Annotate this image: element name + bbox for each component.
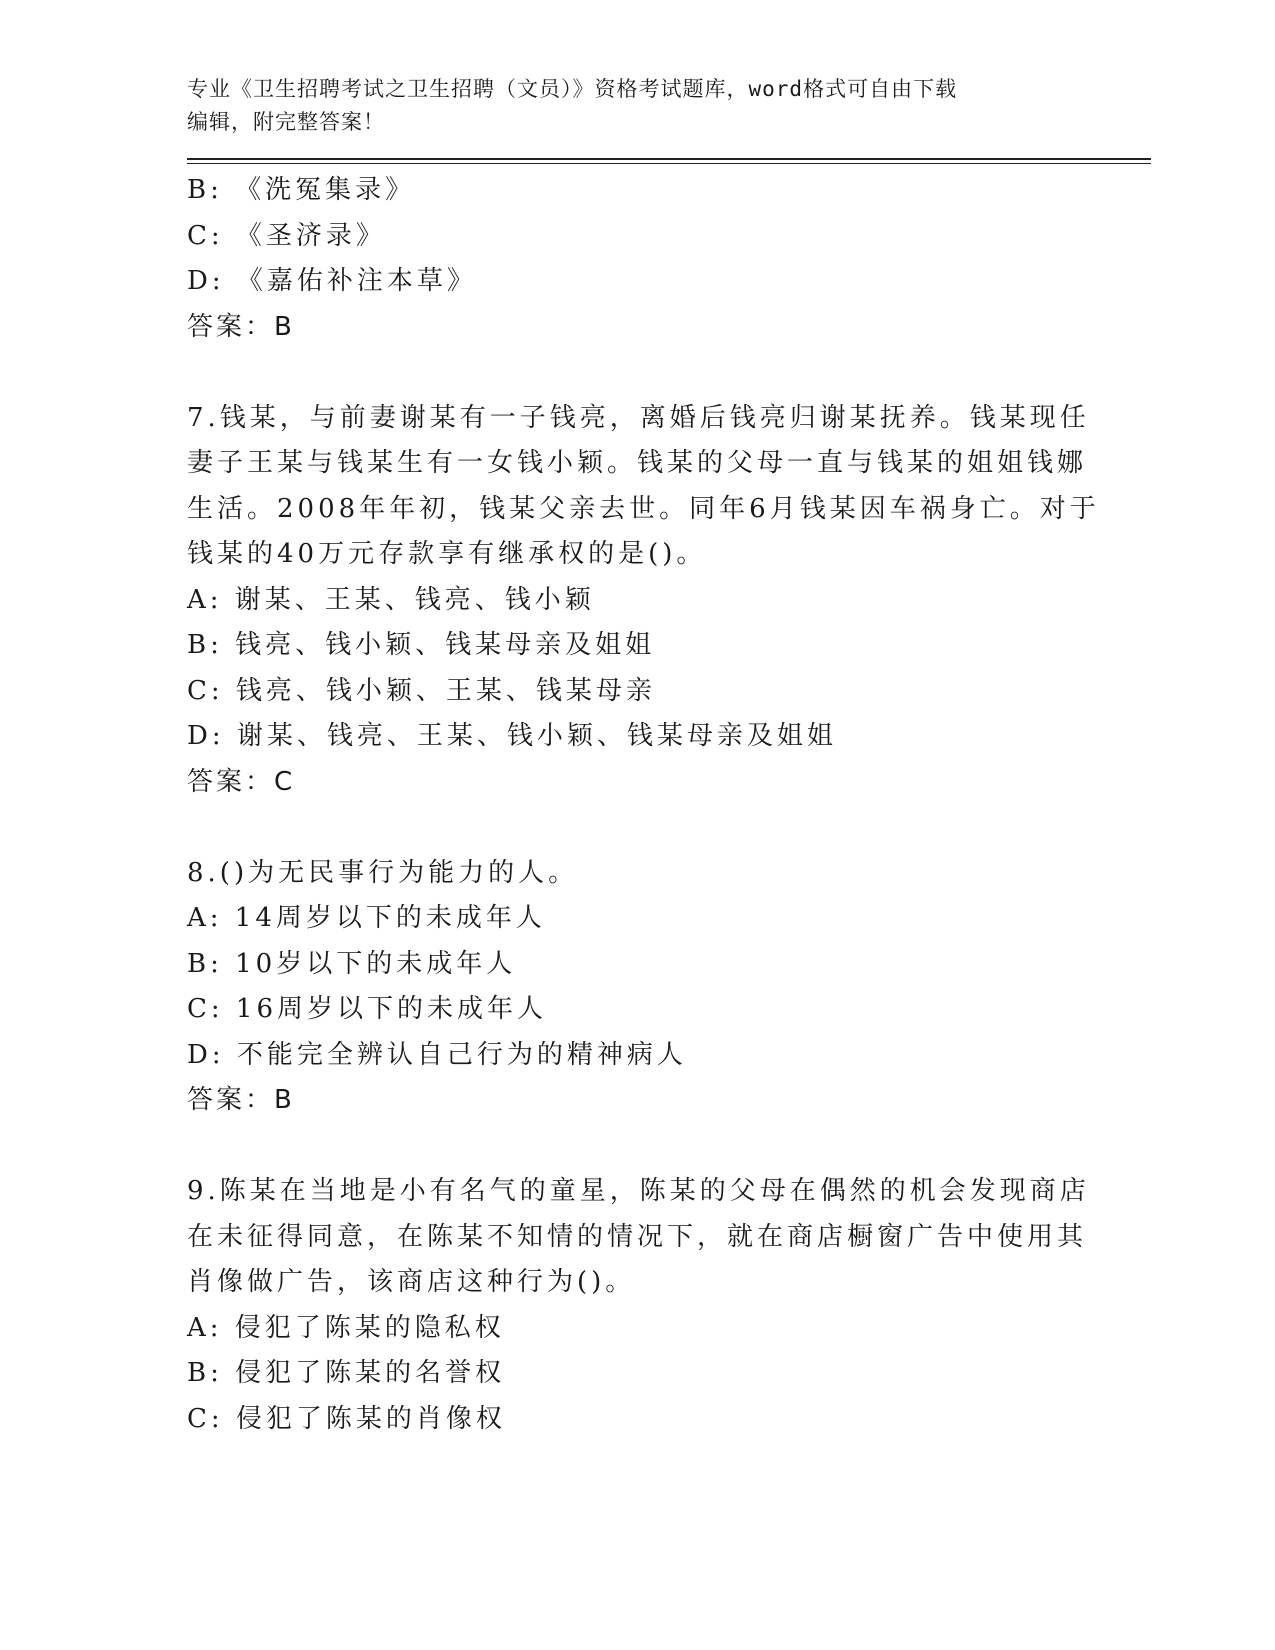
question-7 — [187, 396, 1147, 806]
question-8 — [187, 851, 1147, 1124]
option-d: D: 《嘉佑补注本草》 — [187, 266, 477, 296]
option-c: C: 《圣济录》 — [187, 220, 386, 251]
answer: 答案：B — [187, 1085, 295, 1115]
header-rule-thick — [187, 158, 1151, 160]
option-b: B: 《洗冤集录》 — [187, 175, 416, 205]
header-rule-thin — [187, 163, 1151, 164]
question-stem-line: 9.陈某在当地是小有名气的童星，陈某的父母在偶然的机会发现商店 — [187, 1176, 1090, 1206]
option-c: C: 16周岁以下的未成年人 — [187, 994, 548, 1024]
question-list — [187, 168, 1147, 1442]
question-stem-line: 肖像做广告，该商店这种行为()。 — [187, 1267, 636, 1297]
option-a: A: 14周岁以下的未成年人 — [187, 903, 546, 933]
question-stem-line: 生活。2008年年初，钱某父亲去世。同年6月钱某因车祸身亡。对于 — [187, 493, 1100, 524]
option-d: D: 不能完全辨认自己行为的精神病人 — [187, 1039, 687, 1070]
document-page — [187, 0, 1147, 1442]
document-header — [187, 73, 1087, 139]
header-line-2: 编辑，附完整答案！ — [187, 110, 385, 134]
question-6-tail — [187, 168, 1147, 350]
question-stem-line: 7.钱某，与前妻谢某有一子钱亮，离婚后钱亮归谢某抚养。钱某现任 — [187, 402, 1090, 433]
question-stem-line: 8.()为无民事行为能力的人。 — [187, 857, 579, 888]
question-stem-line: 在未征得同意，在陈某不知情的情况下，就在商店橱窗广告中使用其 — [187, 1221, 1088, 1252]
option-c: C: 钱亮、钱小颖、王某、钱某母亲 — [187, 675, 656, 706]
option-b: B: 钱亮、钱小颖、钱某母亲及姐姐 — [187, 630, 656, 660]
option-b: B: 10岁以下的未成年人 — [187, 948, 517, 979]
header-line-1: 专业《卫生招聘考试之卫生招聘（文员）》资格考试题库，word格式可自由下载 — [187, 77, 958, 101]
question-stem-line: 钱某的40万元存款享有继承权的是()。 — [187, 539, 707, 569]
option-c: C: 侵犯了陈某的肖像权 — [187, 1403, 506, 1434]
option-a: A: 谢某、王某、钱亮、钱小颖 — [187, 584, 595, 615]
question-stem-line: 妻子王某与钱某生有一女钱小颖。钱某的父母一直与钱某的姐姐钱娜 — [187, 448, 1088, 478]
answer: 答案：C — [187, 766, 296, 797]
question-9 — [187, 1169, 1147, 1442]
option-a: A: 侵犯了陈某的隐私权 — [187, 1312, 505, 1343]
answer: 答案：B — [187, 311, 295, 342]
option-d: D: 谢某、钱亮、王某、钱小颖、钱某母亲及姐姐 — [187, 721, 837, 751]
option-b: B: 侵犯了陈某的名誉权 — [187, 1358, 506, 1388]
